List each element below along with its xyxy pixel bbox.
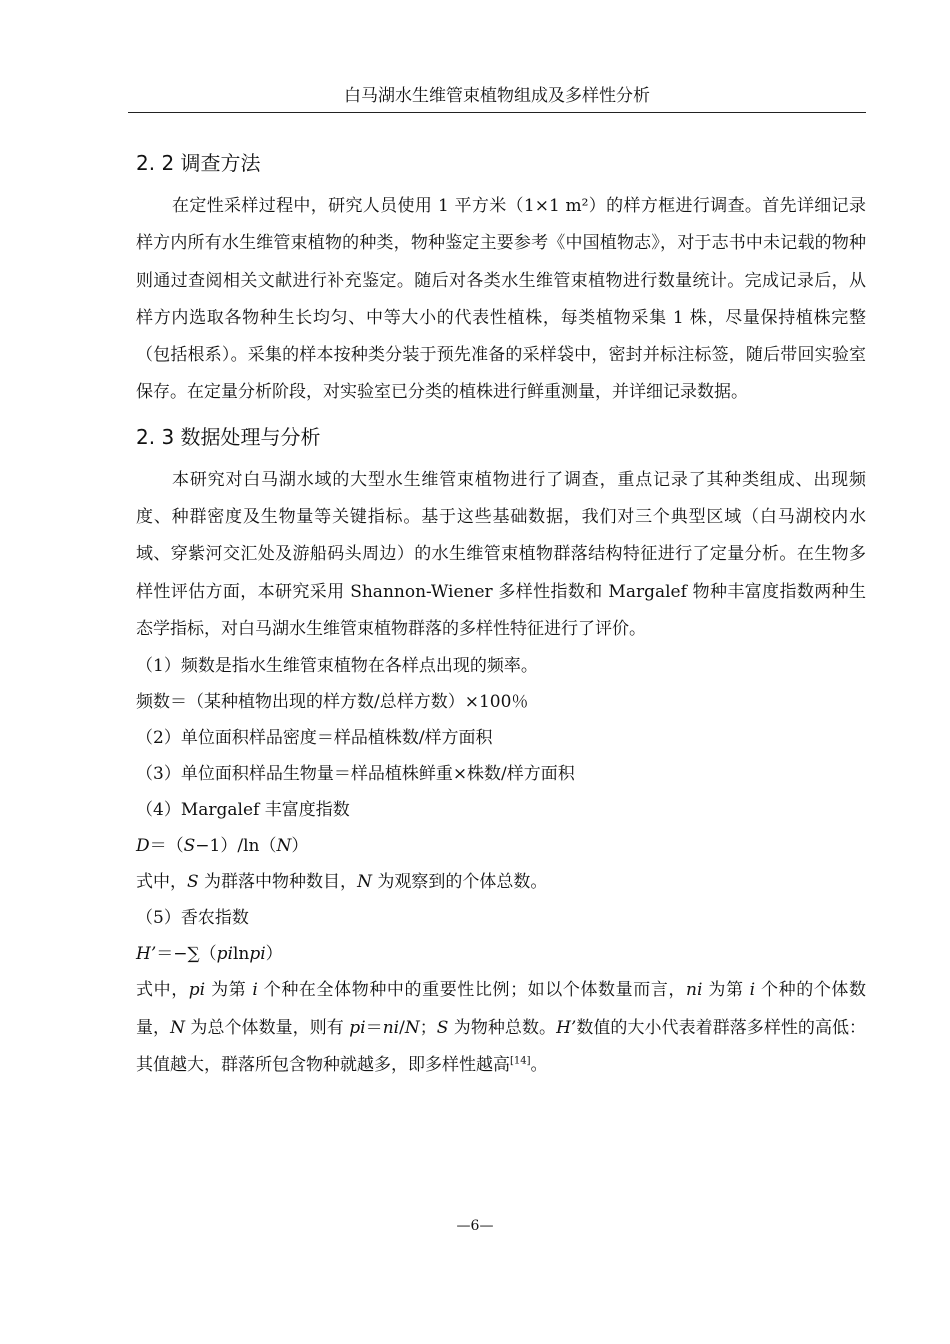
var-n: N	[276, 836, 292, 857]
item-shannon: （5）香农指数	[136, 908, 249, 929]
note-text: 个种的个体数量，	[136, 980, 867, 1038]
note-text: ＝	[365, 1017, 383, 1038]
note-text: 为总个体数量，则有	[184, 1017, 350, 1038]
section-heading-2-3: 2. 3 数据处理与分析	[136, 424, 321, 449]
note-text: 为观察到的个体总数。	[371, 872, 548, 893]
var-s: S	[436, 1017, 449, 1038]
page-number: —6—	[456, 1218, 494, 1234]
note-text: 式中，	[136, 872, 187, 893]
var-i: i	[749, 980, 756, 1001]
formula-text: ）	[265, 944, 283, 965]
note-text: 式中，	[136, 980, 189, 1001]
margalef-note	[136, 864, 866, 900]
item-density: （2）单位面积样品密度＝样品植株数/样方面积	[136, 728, 493, 749]
var-i: i	[252, 980, 258, 1001]
formula-text: ln	[232, 944, 250, 965]
page-body	[136, 148, 866, 1084]
var-h: H’	[136, 944, 157, 965]
item-margalef: （4）Margalef 丰富度指数	[136, 800, 350, 821]
formula-text: ＝（	[149, 836, 184, 857]
var-n: N	[170, 1017, 185, 1038]
item-frequency: （1）频数是指水生维管束植物在各样点出现的频率。	[136, 656, 538, 677]
citation-ref[interactable]: [14]	[510, 1055, 531, 1067]
paragraph-survey-method: 在定性采样过程中，研究人员使用 1 平方米（1×1 m²）的样方框进行调查。首先详细记录样方内所有水生维管束植物的种类，物种鉴定主要参考《中国植物志》，对于志书中未记载的物种则通过查阅相关文献进行补充鉴定。随后对各类水生维管束植物进行数量统计。完成记录后，从样方内选取各物种生长均匀、中等大小的代表性植株，每类植物采集 1 株，尽量保持植株完整（包括根系）。采集的样本按种类分装于预先准备的采样袋中，密封并标注标签，随后带回实验室保存。在定量分析阶段，对实验室已分类的植株进行鲜重测量，并详细记录数据。	[136, 196, 866, 403]
running-header-title: 白马湖水生维管束植物组成及多样性分析	[344, 86, 650, 106]
var-pi: pi	[188, 980, 206, 1001]
note-text: 个种在全体物种中的重要性比例；如以个体数量而言，	[257, 980, 687, 1001]
var-pi: pi	[349, 1017, 366, 1038]
shannon-note	[136, 972, 866, 1084]
formula-frequency: 频数＝（某种植物出现的样方数/总样方数）×100％	[136, 692, 529, 713]
var-d: D	[136, 836, 150, 857]
note-text: 。	[530, 1054, 548, 1075]
var-pi: pi	[216, 944, 233, 965]
paragraph-data-analysis: 本研究对白马湖水域的大型水生维管束植物进行了调查，重点记录了其种类组成、出现频度、种群密度及生物量等关键指标。基于这些基础数据，我们对三个典型区域（白马湖校内水域、穿紫河交汇处及游船码头周边）的水生维管束植物群落结构特征进行了定量分析。在生物多样性评估方面，本研究采用 Shannon-Wiener 多样性指数和 Margalef 物种丰富度指数两种生态学指标，对白马湖水生维管束植物群落的多样性特征进行了评价。	[136, 469, 866, 639]
var-h: H’	[556, 1017, 577, 1038]
note-text: /	[399, 1017, 405, 1038]
section-heading-2-2: 2. 2 调查方法	[136, 151, 261, 175]
note-text: 为物种总数。	[448, 1017, 557, 1038]
item-biomass: （3）单位面积样品生物量＝样品植株鲜重×株数/样方面积	[136, 764, 575, 785]
var-s: S	[187, 872, 199, 893]
formula-text: ＝−∑（	[156, 944, 217, 965]
note-text: 为群落中物种数目，	[198, 872, 358, 893]
note-text: 为第	[205, 980, 253, 1001]
var-n: N	[357, 872, 372, 893]
formula-shannon	[136, 936, 866, 972]
var-ni: ni	[686, 980, 703, 1001]
var-s: S	[183, 836, 196, 857]
formula-margalef	[136, 828, 866, 864]
note-text: 为第	[702, 980, 750, 1001]
var-n: N	[404, 1017, 420, 1038]
running-header	[128, 84, 866, 113]
var-pi: pi	[249, 944, 266, 965]
var-ni: ni	[382, 1017, 400, 1038]
note-text: 数值的大小代表着群落多样性的高低：其值越大，群落所包含物种就越多，即多样性越高	[136, 1017, 867, 1075]
note-text: ；	[419, 1017, 437, 1038]
formula-text: −1）/ln（	[195, 836, 277, 857]
formula-text: ）	[291, 836, 309, 857]
